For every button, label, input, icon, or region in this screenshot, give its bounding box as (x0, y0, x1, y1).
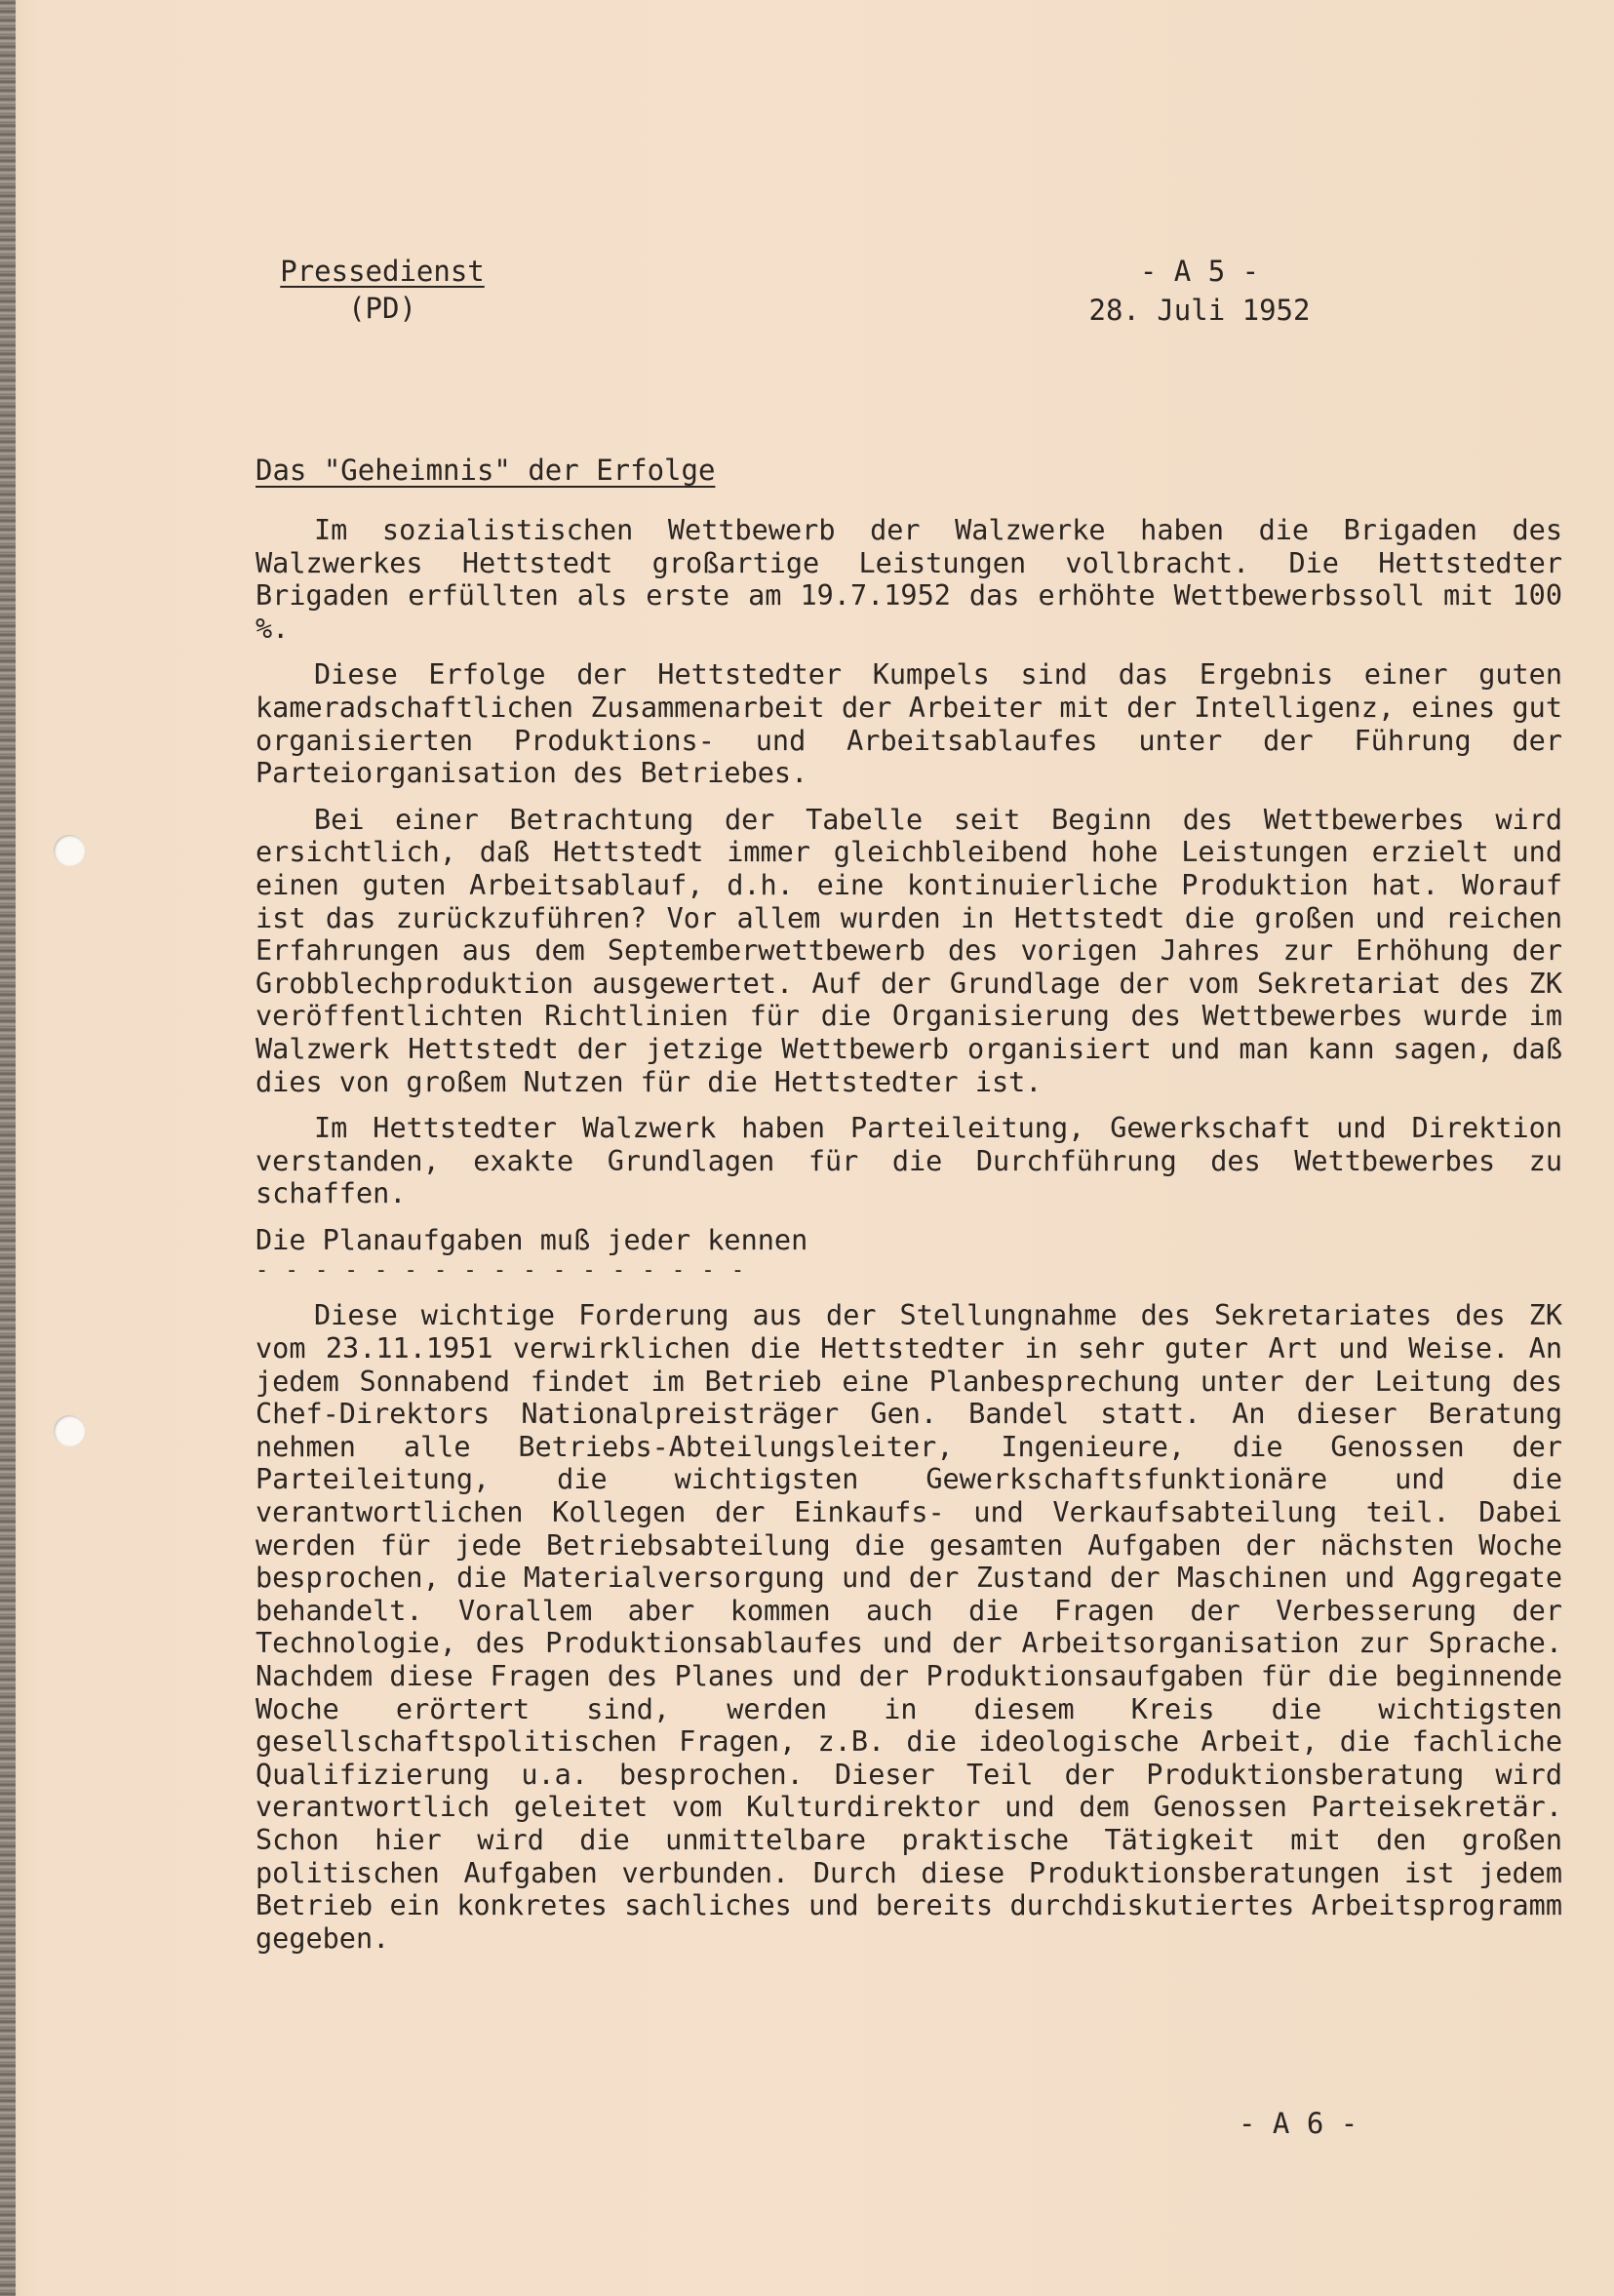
punch-hole-top (54, 835, 85, 866)
press-service-heading (256, 252, 509, 328)
paragraph-1: Im sozialistischen Wettbewerb der Walzwerke haben die Brigaden des Walzwerkes Hettstedt großartige Leistungen vollbracht. Die Hettstedter Brigaden erfüllten als erste am 19.7.1952 das erhöhte Wettbewerbssoll mit 100 %. (256, 514, 1562, 645)
document-date: 28. Juli 1952 (1088, 294, 1311, 327)
paragraph-2: Diese Erfolge der Hettstedter Kumpels sind das Ergebnis einer guten kameradschaftlichen Zusammenarbeit der Arbeiter mit der Intelligenz, eines gut organisierten Produktions- und Arbeitsablaufes unter der Führung der Parteiorganisation des Betriebes. (256, 658, 1562, 790)
page-header-right (1053, 252, 1346, 330)
paragraph-5: Diese wichtige Forderung aus der Stellungnahme des Sekretariates des ZK vom 23.11.1951 verwirklichen die Hettstedter in sehr guter Art und Weise. An jedem Sonnabend findet im Betrieb eine Planbesprechung unter der Leitung des Chef-Direktors Nationalpreisträger Gen. Bandel statt. An dieser Beratung nehmen alle Betriebs-Abteilungsleiter, Ingenieure, die Genossen der Parteileitung, die wichtigsten Gewerkschaftsfunktionäre und die verantwortlichen Kollegen der Einkaufs- und Verkaufsabteilung teil. Dabei werden für jede Betriebsabteilung die gesamten Aufgaben der nächsten Woche besprochen, die Materialversorgung und der Zustand der Maschinen und Aggregate behandelt. Vorallem aber kommen auch die Fragen der Verbesserung der Technologie, des Produktionsablaufes und der Arbeitsorganisation zur Sprache. Nachdem diese Fragen des Planes und der Produktionsaufgaben für die beginnende Woche erörtert sind, werden in diesem Kreis die wichtigsten gesellschaftspolitischen Fragen, z.B. die ideologische Arbeit, die fachliche Qualifizierung u.a. besprochen. Dieser Teil der Produktionsberatung wird verantwortlich geleitet vom Kulturdirektor und dem Genossen Parteisekretär. Schon hier wird die unmittelbare praktische Tätigkeit mit den großen politischen Aufgaben verbunden. Durch diese Produktionsberatungen ist jedem Betrieb ein konkretes sachliches und bereits durchdiskutiertes Arbeitsprogramm gegeben. (256, 1299, 1562, 1955)
scanned-edge-shadow (0, 0, 16, 2296)
punch-hole-bottom (54, 1415, 85, 1446)
article-body (256, 514, 1562, 1968)
section-subheading: Die Planaufgaben muß jeder kennen (256, 1223, 808, 1256)
paragraph-3: Bei einer Betrachtung der Tabelle seit Beginn des Wettbewerbes wird ersichtlich, daß Hettstedt immer gleichbleibend hohe Leistungen erzielt und einen guten Arbeitsablauf, d.h. eine kontinuierliche Produktion hat. Worauf ist das zurückzuführen? Vor allem wurden in Hettstedt die großen und reichen Erfahrungen aus dem Septemberwettbewerb des vorigen Jahres zur Erhöhung der Grobblechproduktion ausgewertet. Auf der Grundlage der vom Sekretariat des ZK veröffentlichten Richtlinien für die Organisierung des Wettbewerbes wurde im Walzwerk Hettstedt der jetzige Wettbewerb organisiert und man kann sagen, daß dies von großem Nutzen für die Hettstedter ist. (256, 803, 1562, 1098)
press-service-label: Pressedienst (280, 255, 485, 288)
press-service-abbreviation: (PD) (348, 292, 416, 325)
page-marker: - A 5 - (1139, 255, 1260, 288)
subheading-dash-underline: - - - - - - - - - - - - - - - - - (256, 1258, 747, 1284)
article-title: Das "Geheimnis" der Erfolge (256, 454, 716, 487)
paragraph-4: Im Hettstedter Walzwerk haben Parteileitung, Gewerkschaft und Direktion verstanden, exakte Grundlagen für die Durchführung des Wettbewerbes zu schaffen. (256, 1112, 1562, 1210)
next-page-marker: - A 6 - (1239, 2107, 1358, 2140)
